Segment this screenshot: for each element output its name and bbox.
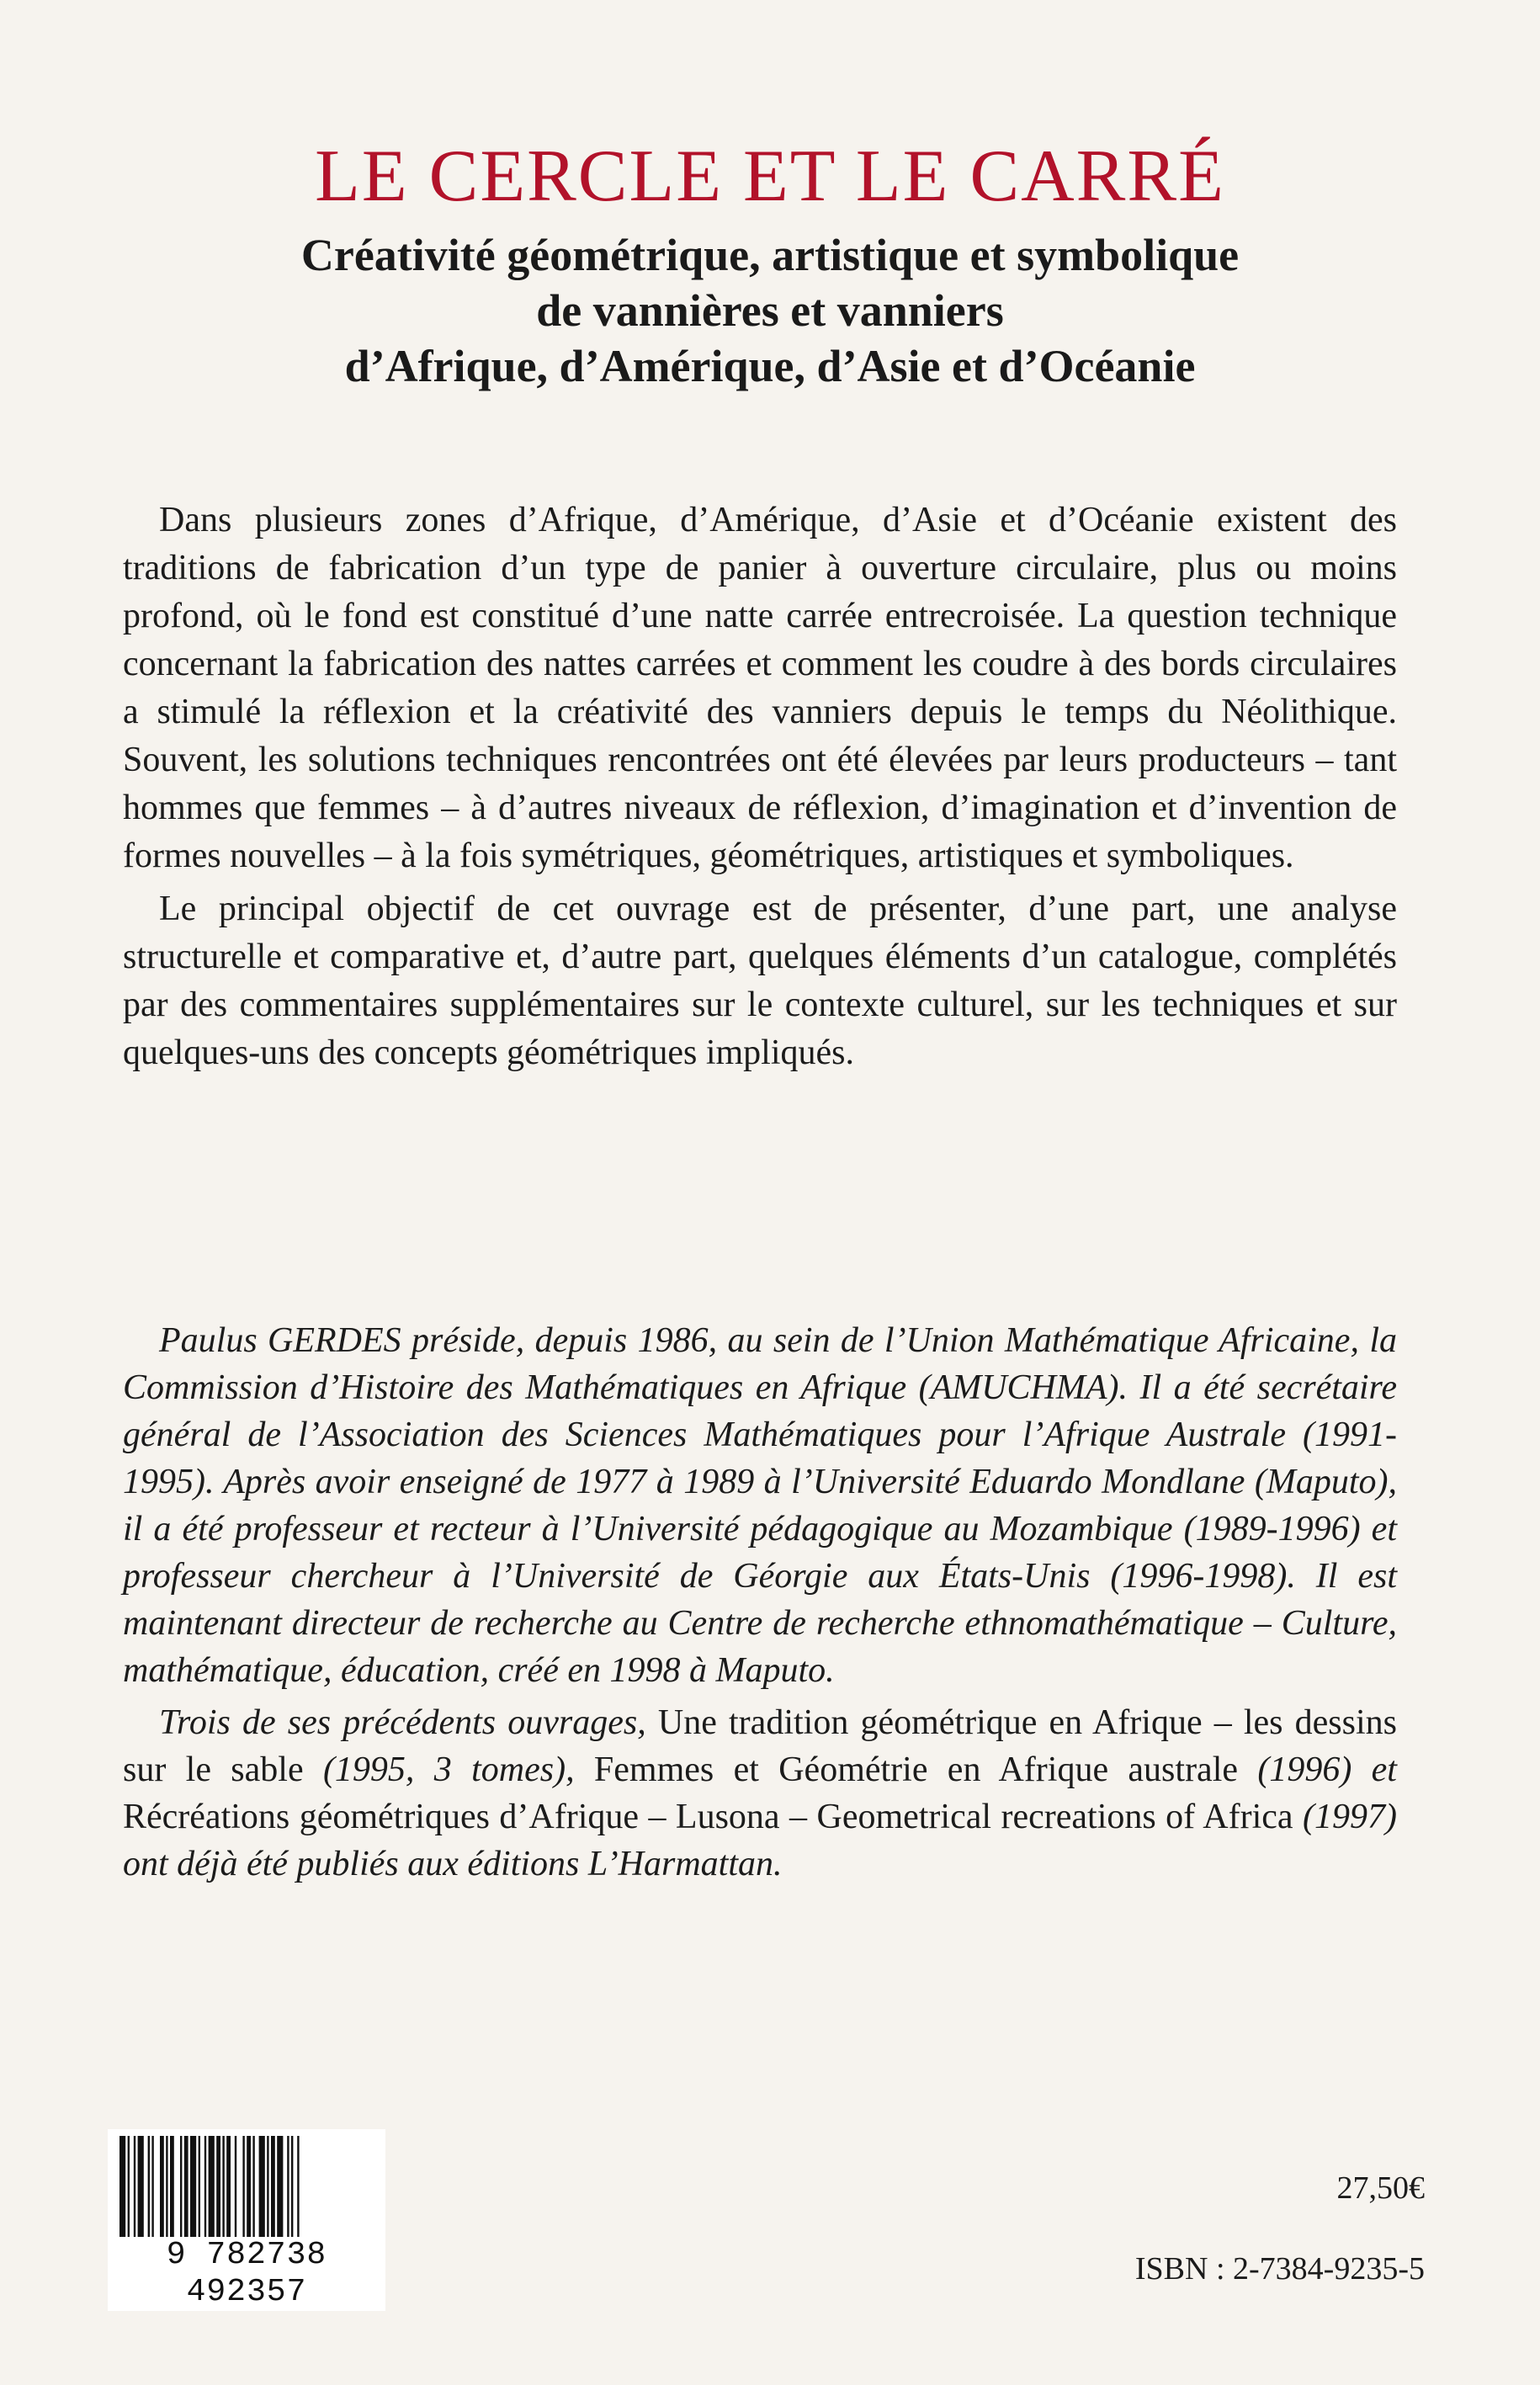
- isbn: ISBN : 2-7384-9235-5: [1134, 2251, 1425, 2287]
- subtitle-line-1: Créativité géométrique, artistique et symbolique: [300, 230, 1240, 280]
- bio-text-part-1: Trois de ses précédents ouvrages,: [159, 1703, 658, 1742]
- barcode-bar: [209, 2136, 215, 2240]
- barcode-bars: [116, 2136, 377, 2240]
- barcode-digits: 9 782738 492357: [108, 2237, 385, 2311]
- subtitle-line-2: de vannières et vanniers: [536, 285, 1004, 336]
- barcode-bar: [166, 2136, 167, 2240]
- barcode-bar: [160, 2136, 164, 2240]
- barcode-bar: [134, 2136, 135, 2240]
- barcode: [108, 2129, 385, 2310]
- barcode-bar: [148, 2136, 150, 2240]
- bio-paragraph-2: [123, 1699, 1397, 1888]
- bio-text-part-2: (1995, 3 tomes),: [303, 1750, 594, 1789]
- barcode-bar: [242, 2136, 244, 2240]
- author-bio: [123, 1317, 1397, 1888]
- barcode-bar: [291, 2136, 293, 2240]
- barcode-bar: [151, 2136, 153, 2240]
- barcode-bar: [235, 2136, 236, 2240]
- bio-paragraph-1: Paulus GERDES préside, depuis 1986, au sein de l’Union Mathématique Africaine, la Commission d’Histoire des Mathématiques en Afrique (AMUCHMA). Il a été secrétaire général de l’Association des Sciences Mathématiques pour l’Afrique Australe (1991-1995). Après avoir enseigné de 1977 à 1989 à l’Université Eduardo Mondlane (Maputo), il a été professeur et recteur à l’Université pédagogique au Mozambique (1989-1996) et professeur chercheur à l’Université de Géorgie aux États-Unis (1996-1998). Il est maintenant directeur de recherche au Centre de recherche ethnomathématique – Culture, mathématique, éducation, créé en 1998 à Maputo.: [123, 1321, 1397, 1690]
- barcode-bar: [199, 2136, 200, 2240]
- barcode-bar: [180, 2136, 182, 2240]
- barcode-bar: [226, 2136, 231, 2240]
- subtitle-line-3: d’Afrique, d’Amérique, d’Asie et d’Océanie: [344, 341, 1196, 391]
- barcode-bar: [204, 2136, 206, 2240]
- book-title-2: Femmes et Géométrie en Afrique australe: [593, 1750, 1239, 1789]
- book-title: LE CERCLE ET LE CARRÉ: [315, 135, 1225, 217]
- barcode-bar: [216, 2136, 220, 2240]
- summary-paragraph-2: Le principal objectif de cet ouvrage est de présenter, d’une part, une analyse structurelle et comparative et, d’autre part, quelques éléments d’un catalogue, complétés par des commentaires supplémentaires sur le contexte culturel, sur les techniques et sur quelques-uns des concepts géométriques impliqués.: [123, 890, 1397, 1072]
- barcode-bar: [184, 2136, 189, 2240]
- barcode-bar: [138, 2136, 144, 2240]
- barcode-bar: [252, 2136, 254, 2240]
- summary-paragraph-1: Dans plusieurs zones d’Afrique, d’Amérique, d’Asie et d’Océanie existent des traditions de fabrication d’un type de panier à ouverture circulaire, plus ou moins profond, où le fond est constitué d’une natte carrée entrecroisée. La question technique concernant la fabrication des nattes carrées et comment les coudre à des bords circulaires a stimulé la réflexion et la créativité des vanniers depuis le temps du Néolithique. Souvent, les solutions techniques rencontrées ont été élevées par leurs producteurs – tant hommes que femmes – à d’autres niveaux de réflexion, d’imagination et d’invention de formes nouvelles – à la fois symétriques, géométriques, artistiques et symboliques.: [123, 501, 1397, 875]
- summary: [123, 497, 1397, 1077]
- barcode-bar: [170, 2136, 174, 2240]
- book-title-1: Une tradition géométrique en Afrique – les dessins sur le sable: [123, 1703, 1397, 1789]
- barcode-bar: [128, 2136, 130, 2240]
- barcode-bar: [267, 2136, 268, 2240]
- price: 27,50€: [1336, 2170, 1425, 2206]
- book-subtitle: [0, 227, 1540, 394]
- barcode-bar: [190, 2136, 196, 2240]
- barcode-bar: [277, 2136, 283, 2240]
- barcode-bar: [222, 2136, 224, 2240]
- bio-text-part-4: (1997) ont déjà été publiés aux éditions L’Harmattan.: [123, 1798, 1397, 1883]
- bio-text-part-3: (1996) et: [1238, 1750, 1397, 1789]
- book-title-3: Récréations géométriques d’Afrique – Lusona – Geometrical recreations of Africa: [123, 1798, 1293, 1836]
- barcode-bar: [297, 2136, 299, 2240]
- barcode-bar: [119, 2136, 125, 2240]
- barcode-bar: [259, 2136, 265, 2240]
- barcode-bar: [271, 2136, 275, 2240]
- barcode-bar: [287, 2136, 289, 2240]
- barcode-bar: [247, 2136, 251, 2240]
